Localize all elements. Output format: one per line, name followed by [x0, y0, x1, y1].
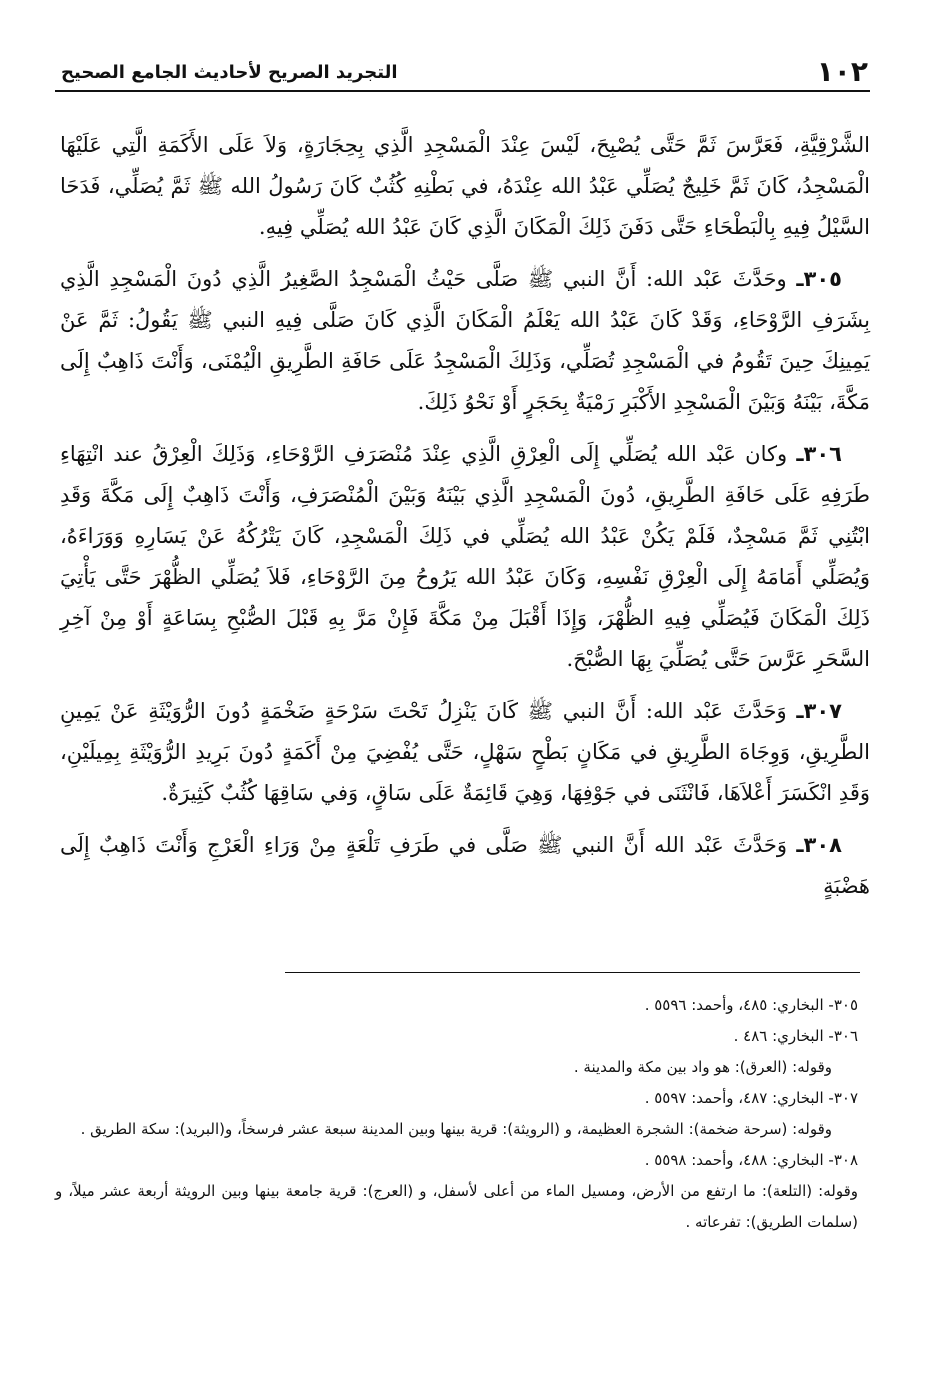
page-number: ١٠٢: [816, 55, 868, 88]
hadith-306: [60, 434, 870, 680]
hadith-number: ٣٠٦ـ: [796, 442, 842, 466]
footnote-separator: [285, 972, 860, 973]
paragraph-text: وحَدَّثَ عَبْد الله: أَنَّ النبي ﷺ صَلَّى حَيْثُ الْمَسْجِدُ الصَّغِيرُ الَّذِي دُونَ الْمَسْجِدِ الَّذِي بِشَرَفِ الرَّوْحَاءِ، وَقَدْ كَانَ عَبْدُ الله يَعْلَمُ الْمَكَانَ الَّذِي كَانَ صَلَّى فِيهِ النبي ﷺ يَقُولُ: ثَمَّ عَنْ يَمِينِكَ حِينَ تَقُومُ في الْمَسْجِدِ تُصَلِّي، وَذَلِكَ الْمَسْجِدُ عَلَى حَافَةِ الطَّرِيقِ الْيُمْنَى، وَأَنْتَ ذَاهِبٌ إِلَى مَكَّةَ، بَيْنَهُ وَبَيْنَ الْمَسْجِدِ الأَكْبَرِ رَمْيَةٌ بِحَجَرٍ أَوْ نَحْوُ ذَلِكَ.: [60, 267, 870, 414]
running-title: التجريد الصريح لأحاديث الجامع الصحيح: [61, 62, 398, 83]
paragraph-text: وَحَدَّثَ عَبْد الله: أَنَّ النبي ﷺ كَانَ يَنْزِلُ تَحْتَ سَرْحَةٍ ضَخْمَةٍ دُونَ الرُّوَيْثَةِ عَنْ يَمِينِ الطَّرِيقِ، وَوِجَاهَ الطَّرِيقِ في مَكَانٍ بَطْحٍ سَهْلٍ، حَتَّى يُفْضِيَ مِنْ أَكَمَةٍ دُونَ بَرِيدِ الرُّوَيْثَةِ بِمِيلَيْنِ، وَقَدِ انْكَسَرَ أَعْلاَهَا، فَانْثَنَى في جَوْفِهَا، وَهِيَ قَائِمَةٌ عَلَى سَاقٍ، وَفي سَاقِهَا كُثُبٌ كَثِيرَةٌ.: [60, 699, 870, 805]
hadith-307: [60, 691, 870, 814]
footnotes: [55, 990, 858, 1238]
main-text: [60, 125, 870, 918]
paragraph-text: وَحَدَّثَ عَبْد الله أَنَّ النبي ﷺ صَلَّى في طَرَفِ تَلْعَةٍ مِنْ وَرَاءِ الْعَرْجِ وَأَنْتَ ذَاهِبٌ إِلَى هَضْبَةٍ: [60, 833, 870, 898]
paragraph-text: وكان عَبْد الله يُصَلِّي إِلَى الْعِرْقِ الَّذِي عِنْدَ مُنْصَرَفِ الرَّوْحَاءِ، وَذَلِكَ الْعِرْقُ عند انْتِهَاءِ طَرَفِهِ عَلَى حَافَةِ الطَّرِيقِ، دُونَ الْمَسْجِدِ الَّذِي بَيْنَهُ وَبَيْنَ الْمُنْصَرَفِ، وَأَنْتَ ذَاهِبٌ إِلَى مَكَّةَ وَقَدِ ابْتُنِي ثَمَّ مَسْجِدٌ، فَلَمْ يَكُنْ عَبْدُ الله يُصَلِّي في ذَلِكَ الْمَسْجِدِ، كَانَ يَتْرُكُهُ عَنْ يَسَارِهِ وَوَرَاءَهُ، وَيُصَلِّي أَمَامَهُ إِلَى الْعِرْقِ نَفْسِهِ، وَكَانَ عَبْدُ الله يَرُوحُ مِنَ الرَّوْحَاءِ، فَلاَ يُصَلِّي الظُّهْرَ حَتَّى يَأْتِيَ ذَلِكَ الْمَكَانَ فَيُصَلِّي فِيهِ الظُّهْرَ، وَإِذَا أَقْبَلَ مِنْ مَكَّةَ فَإِنْ مَرَّ بِهِ قَبْلَ الصُّبْحِ بِسَاعَةٍ أَوْ مِنْ آخِرِ السَّحَرِ عَرَّسَ حَتَّى يُصَلِّيَ بِهَا الصُّبْحَ.: [60, 442, 870, 671]
hadith-305: [60, 259, 870, 423]
hadith-number: ٣٠٧ـ: [796, 699, 842, 723]
paragraph-text: الشَّرْقِيَّةِ، فَعَرَّسَ ثَمَّ حَتَّى يُصْبِحَ، لَيْسَ عِنْدَ الْمَسْجِدِ الَّذِي بِحِجَارَةٍ، وَلاَ عَلَى الأَكَمَةِ الَّتِي عَلَيْهَا الْمَسْجِدُ، كَانَ ثَمَّ خَلِيجٌ يُصَلِّي عَبْدُ الله عِنْدَهُ، في بَطْنِهِ كُثُبٌ كَانَ رَسُولُ الله ﷺ ثَمَّ يُصَلِّي، فَدَحَا السَّيْلُ فِيهِ بِالْبَطْحَاءِ حَتَّى دَفَنَ ذَلِكَ الْمَكَانَ الَّذِي كَانَ عَبْدُ الله يُصَلِّي فِيهِ.: [60, 133, 870, 239]
paragraph-continuation: [60, 125, 870, 248]
footnote-306-ref: ٣٠٦- البخاري: ٤٨٦ .: [733, 1027, 858, 1045]
page-header: [55, 52, 870, 96]
hadith-number: ٣٠٨ـ: [796, 833, 842, 857]
footnote-307-note: وقوله: (سرحة ضخمة): الشجرة العظيمة، و (الرويثة): قرية بينها وبين المدينة سبعة عشر فرسخاً، و(البريد): سكة الطريق .: [80, 1120, 832, 1138]
footnote-307-ref: ٣٠٧- البخاري: ٤٨٧، وأحمد: ٥٥٩٧ .: [644, 1089, 858, 1107]
header-rule: [55, 90, 870, 92]
hadith-308: [60, 825, 870, 907]
footnote-306-note: وقوله: (العرق): هو واد بين مكة والمدينة .: [573, 1058, 832, 1076]
footnote-305-ref: ٣٠٥- البخاري: ٤٨٥، وأحمد: ٥٥٩٦ .: [644, 996, 858, 1014]
footnote-308-note: وقوله: (التلعة): ما ارتفع من الأرض، ومسيل الماء من أعلى لأسفل، و (العرج): قرية جامعة بينها وبين الرويثة أربعة عشر ميلاً، و (سلمات الطريق): تفرعاته .: [55, 1182, 858, 1231]
footnote-308-ref: ٣٠٨- البخاري: ٤٨٨، وأحمد: ٥٥٩٨ .: [644, 1151, 858, 1169]
hadith-number: ٣٠٥ـ: [796, 267, 842, 291]
